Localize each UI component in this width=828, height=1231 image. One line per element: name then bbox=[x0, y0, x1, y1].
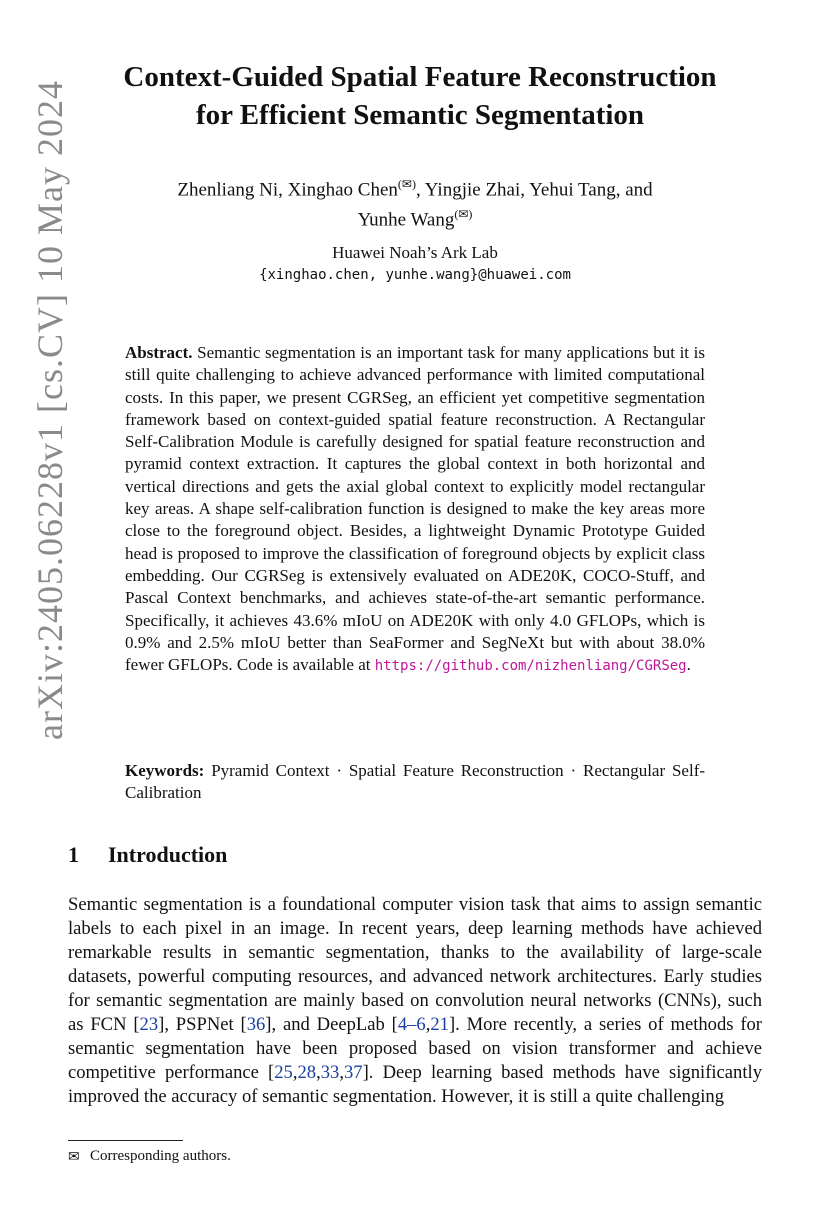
abstract bbox=[125, 342, 705, 677]
abstract-end: . bbox=[686, 655, 691, 675]
abstract-text: Semantic segmentation is an important task for many applications but it is still quite challenging to achieve advanced performance with limited computational costs. In this paper, we present CGRSeg, an efficient yet competitive segmentation framework based on context-guided spatial feature reconstruction. A Rectangular Self-Calibration Module is carefully designed for spatial feature reconstruction and pyramid context extraction. It captures the global context in both horizontal and vertical directions and gets the axial global context to explicitly model rectangular key areas. A shape self-calibration function is designed to make the key areas more close to the foreground object. Besides, a lightweight Dynamic Prototype Guided head is proposed to improve the classification of foreground objects by explicit class embedding. Our CGRSeg is extensively evaluated on ADE20K, COCO-Stuff, and Pascal Context benchmarks, and achieves state-of-the-art semantic performance. Specifically, it achieves 43.6% mIoU on ADE20K with only 4.0 GFLOPs, which is 0.9% and 2.5% mIoU better than SeaFormer and SegNeXt but with about 38.0% fewer GFLOPs. Code is available at bbox=[125, 343, 705, 675]
section-number: 1 bbox=[68, 842, 79, 867]
citation-link[interactable]: 33 bbox=[320, 1062, 340, 1083]
section-heading bbox=[68, 842, 227, 868]
intro-text: ], PSPNet [ bbox=[158, 1014, 247, 1035]
footnote-text: Corresponding authors. bbox=[90, 1148, 231, 1164]
intro-text: , bbox=[339, 1062, 344, 1083]
intro-text: , bbox=[425, 1014, 431, 1035]
envelope-icon: ✉ bbox=[68, 1149, 80, 1165]
keywords-text: Pyramid Context · Spatial Feature Reconstruction · Rectangular Self-Calibration bbox=[125, 761, 706, 802]
citation-link[interactable]: 21 bbox=[430, 1014, 449, 1035]
affiliation bbox=[110, 242, 720, 286]
footnote-rule bbox=[68, 1140, 183, 1141]
paper-title bbox=[70, 58, 770, 134]
intro-text: ]. Deep learning based methods have significantly improved the accuracy of semantic segmentation. However, it is still a quite challenging bbox=[68, 1062, 762, 1107]
citation-link[interactable]: 25 bbox=[274, 1062, 293, 1083]
section-title: Introduction bbox=[108, 842, 228, 867]
citation-link[interactable]: 36 bbox=[246, 1014, 266, 1035]
intro-text: Semantic segmentation is a foundational computer vision task that aims to assign semantic labels to each pixel in an image. In recent years, deep learning methods have achieved remarkable results in semantic segmentation, thanks to the availability of large-scale datasets, powerful computing resources, and advanced network architectures. Early studies for semantic segmentation are mainly based on convolution neural networks (CNNs), such as FCN [ bbox=[68, 894, 762, 1035]
citation-link[interactable]: 37 bbox=[344, 1062, 363, 1083]
authors-part-1: Zhenliang Ni, Xinghao Chen bbox=[177, 179, 398, 201]
authors-part-2: , Yingjie Zhai, Yehui Tang, and bbox=[415, 179, 653, 201]
author-emails[interactable]: {xinghao.chen, yunhe.wang}@huawei.com bbox=[259, 267, 571, 283]
citation-link[interactable]: 28 bbox=[297, 1062, 317, 1083]
citation-link[interactable]: 4–6 bbox=[397, 1014, 426, 1035]
authors-part-3: Yunhe Wang bbox=[357, 209, 455, 231]
title-line-2: for Efficient Semantic Segmentation bbox=[195, 99, 645, 131]
keywords-label: Keywords: bbox=[125, 761, 205, 780]
code-link[interactable]: https://github.com/nizhenliang/CGRSeg bbox=[374, 658, 687, 675]
arxiv-sidebar bbox=[22, 40, 78, 780]
intro-text: ]. More recently, a series of methods for semantic segmentation have been proposed based on vision transformer and achieve competitive performance [ bbox=[68, 1014, 763, 1083]
keywords bbox=[125, 760, 705, 804]
arxiv-identifier: arXiv:2405.06228v1 [cs.CV] 10 May 2024 bbox=[30, 80, 70, 740]
intro-text: , bbox=[292, 1062, 298, 1083]
citation-link[interactable]: 23 bbox=[139, 1014, 159, 1035]
envelope-icon: (✉) bbox=[454, 207, 473, 222]
intro-text: ], and DeepLab [ bbox=[265, 1014, 398, 1035]
affiliation-org: Huawei Noah’s Ark Lab bbox=[332, 243, 498, 262]
intro-paragraph bbox=[68, 893, 762, 1109]
envelope-icon: (✉) bbox=[397, 177, 416, 191]
title-line-1: Context-Guided Spatial Feature Reconstruction bbox=[123, 61, 717, 93]
author-list bbox=[110, 172, 720, 233]
abstract-label: Abstract. bbox=[125, 343, 193, 362]
footnote bbox=[68, 1148, 231, 1165]
intro-text: , bbox=[316, 1062, 321, 1083]
